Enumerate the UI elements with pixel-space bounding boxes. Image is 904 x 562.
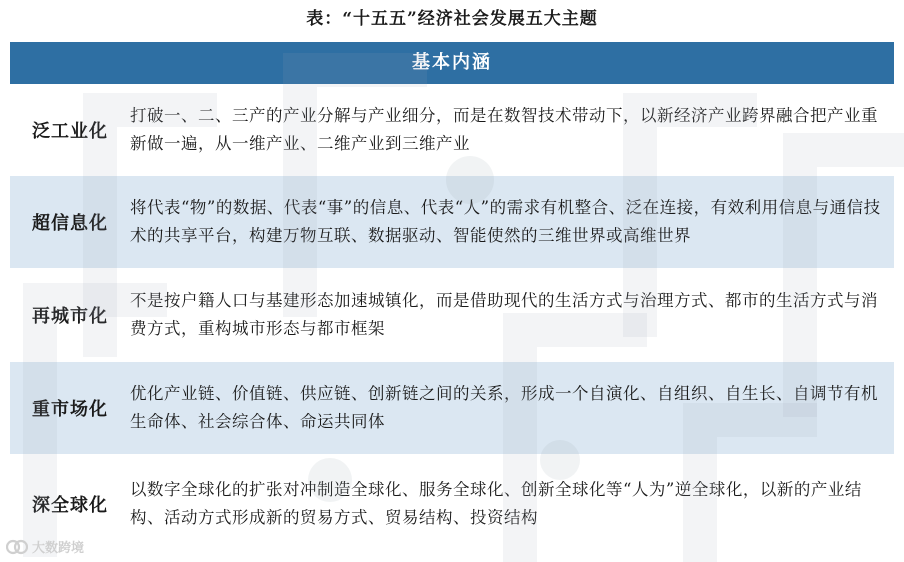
row-content: 打破一、二、三产的产业分解与产业细分，而是在数智技术带动下，以新经济产业跨界融合把产业重新做一遍，从一维产业、二维产业到三维产业 (130, 106, 878, 153)
table-row (10, 454, 894, 554)
brand-logo (6, 537, 84, 556)
row-content: 不是按户籍人口与基建形态加速城镇化，而是借助现代的生活方式与治理方式、都市的生活方式与消费方式，重构城市形态与都市框架 (130, 291, 878, 338)
table-row (10, 362, 894, 454)
row-label: 深全球化 (32, 495, 108, 516)
page-title: 表：“十五五”经济社会发展五大主题 (306, 9, 598, 29)
row-label: 泛工业化 (32, 121, 108, 142)
row-label: 超信息化 (32, 213, 108, 234)
table-header (10, 42, 894, 84)
table-row (10, 176, 894, 268)
row-content: 以数字全球化的扩张对冲制造全球化、服务全球化、创新全球化等“人为”逆全球化，以新的产业结构、活动方式形成新的贸易方式、贸易结构、投资结构 (130, 480, 862, 527)
row-label: 重市场化 (32, 399, 108, 420)
row-content: 将代表“物”的数据、代表“事”的信息、代表“人”的需求有机整合、泛在连接，有效利用信息与通信技术的共享平台，构建万物互联、数据驱动、智能使然的三维世界或高维世界 (130, 198, 881, 245)
header-label: 基本内涵 (412, 52, 492, 73)
brand-logo-icon (6, 538, 28, 556)
table-row (10, 84, 894, 176)
brand-logo-text: 大数跨境 (32, 541, 85, 556)
table-row (10, 268, 894, 362)
row-label: 再城市化 (32, 306, 108, 327)
row-content: 优化产业链、价值链、供应链、创新链之间的关系，形成一个自演化、自组织、自生长、自调节有机生命体、社会综合体、命运共同体 (130, 384, 878, 431)
themes-table (10, 42, 894, 554)
